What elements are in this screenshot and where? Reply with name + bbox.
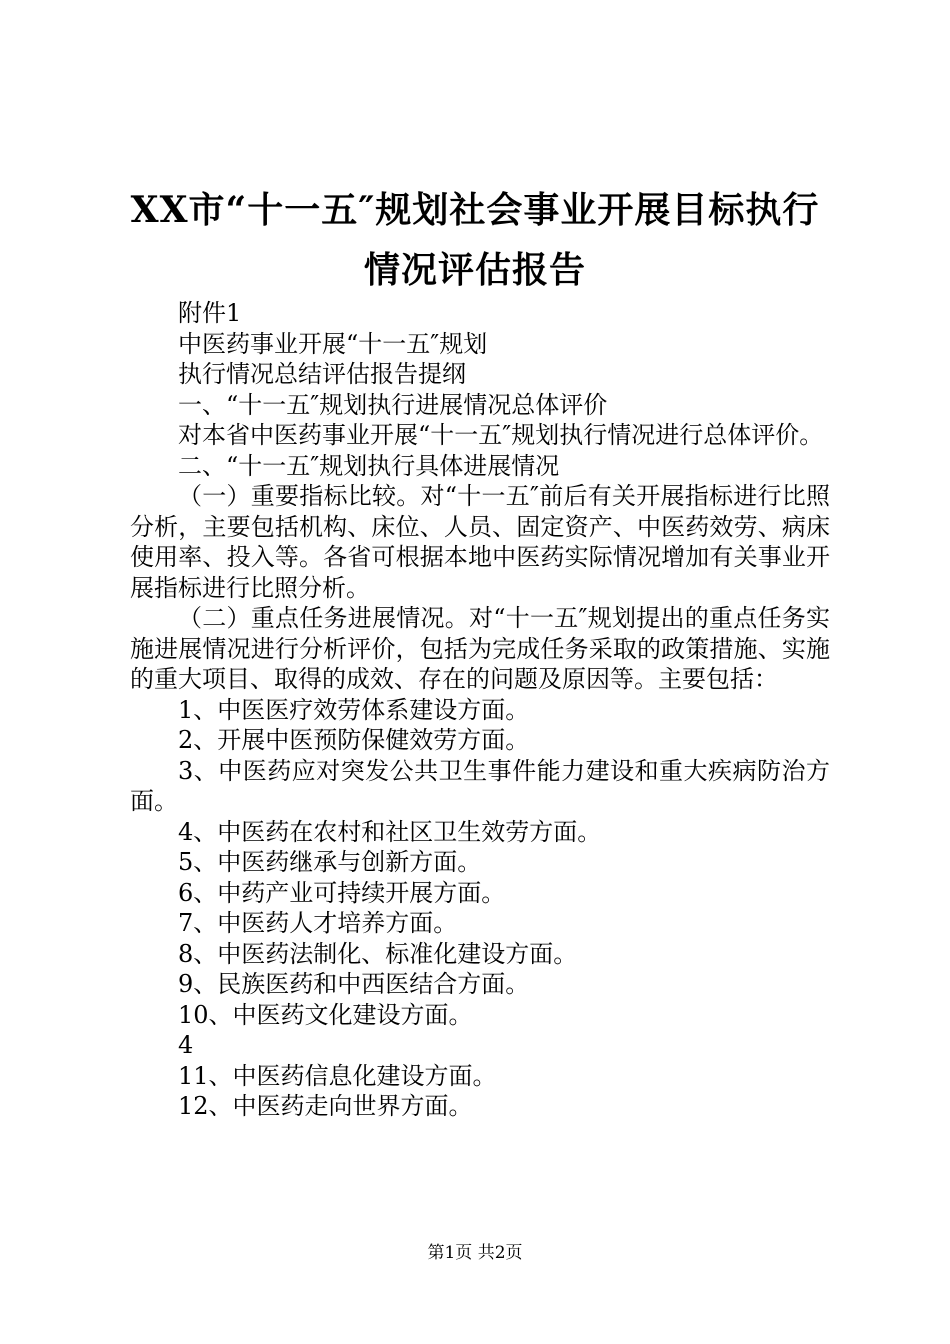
list-item: 9、民族医药和中西医结合方面。 <box>178 970 530 998</box>
list-item: 4、中医药在农村和社区卫生效劳方面。 <box>178 817 602 846</box>
page-footer: 第1页 共2页 <box>427 1243 523 1263</box>
section-heading-2: 二、“十一五″规划执行具体进展情况 <box>178 451 560 480</box>
list-item: 2、开展中医预防保健效劳方面。 <box>178 726 530 754</box>
document-body <box>130 298 830 1122</box>
list-item: 10、中医药文化建设方面。 <box>178 1000 473 1029</box>
section-heading-1: 一、“十一五″规划执行进展情况总体评价 <box>178 390 608 419</box>
outline-heading-1: 中医药事业开展“十一五″规划 <box>178 329 488 358</box>
paragraph: （二）重点任务进展情况。对“十一五″规划提出的重点任务实施进展情况进行分析评价，包括为完成任务采取的政策措施、实施的重大项目、取得的成效、存在的问题及原因等。主要包括： <box>130 604 830 693</box>
list-item: 5、中医药继承与创新方面。 <box>178 848 482 876</box>
document-title-line-1: XX市“十一五″规划社会事业开展目标执行 <box>130 189 820 231</box>
list-item: 1、中医医疗效劳体系建设方面。 <box>178 695 530 724</box>
list-item: 7、中医药人才培养方面。 <box>178 909 458 937</box>
document-title-line-2: 情况评估报告 <box>363 249 586 291</box>
stray-number: 4 <box>178 1031 194 1059</box>
attachment-label: 附件1 <box>178 299 242 327</box>
paragraph: （一）重要指标比较。对“十一五″前后有关开展指标进行比照分析，主要包括机构、床位、人员、固定资产、中医药效劳、病床使用率、投入等。各省可根据本地中医药实际情况增加有关事业开展指标进行比照分析。 <box>130 482 830 602</box>
list-item: 11、中医药信息化建设方面。 <box>178 1061 497 1090</box>
outline-heading-2: 执行情况总结评估报告提纲 <box>178 360 466 388</box>
list-item: 12、中医药走向世界方面。 <box>178 1092 473 1120</box>
list-item: 8、中医药法制化、标准化建设方面。 <box>178 939 578 968</box>
list-item: 3、中医药应对突发公共卫生事件能力建设和重大疾病防治方面。 <box>130 756 830 815</box>
paragraph: 对本省中医药事业开展“十一五″规划执行情况进行总体评价。 <box>178 421 824 449</box>
list-item: 6、中药产业可持续开展方面。 <box>178 878 506 907</box>
